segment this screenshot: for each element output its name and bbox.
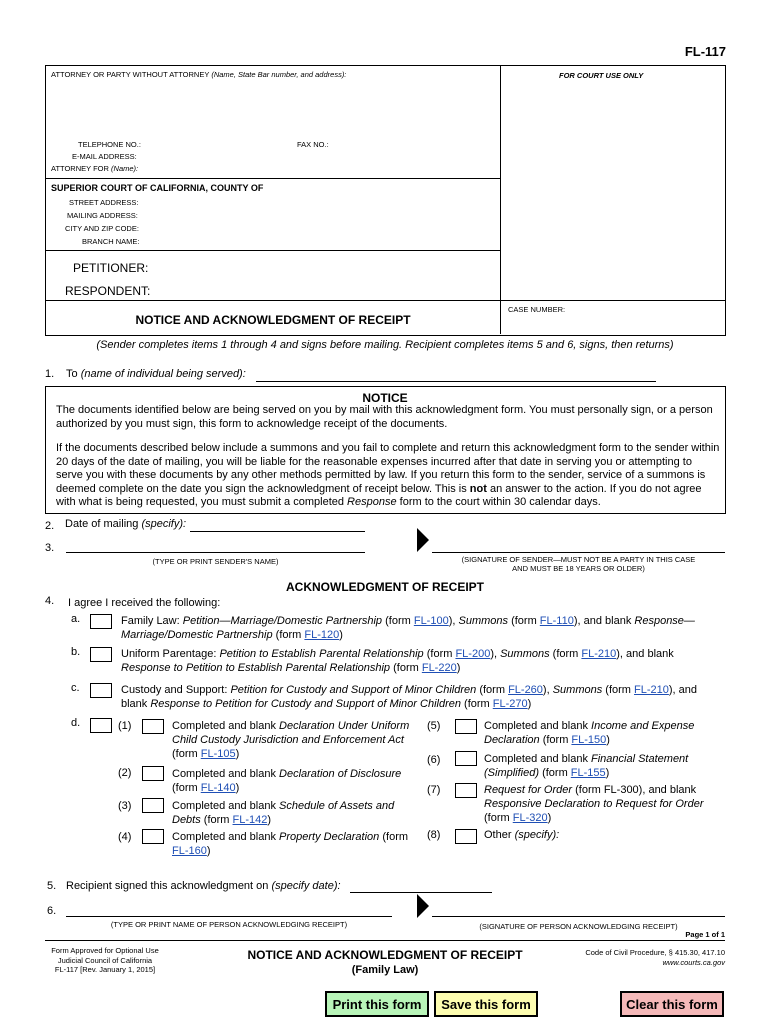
footer-approved: Form Approved for Optional Use Judicial Council of California FL-117 [Rev. January 1, 2015] [51, 946, 159, 974]
court-label: SUPERIOR COURT OF CALIFORNIA, COUNTY OF [51, 183, 264, 193]
item4b-text: Uniform Parentage: Petition to Establish Parental Relationship (form FL-200), Summons (form FL-210), and blank Response to Petition to Establish Parental Relationship (form FL-220) [121, 648, 674, 674]
link-fl160[interactable]: FL-160 [172, 845, 207, 857]
item4d2-number: (2) [118, 767, 132, 779]
item5-number: 5. [47, 880, 57, 892]
item4d1-checkbox[interactable] [142, 719, 164, 734]
caption-divider [500, 65, 501, 334]
item4d3-checkbox[interactable] [142, 798, 164, 813]
item4c-text: Custody and Support: Petition for Custody and Support of Minor Children (form FL-260), Summons (form FL-210), and blank Response to Petition for Custody and Support of Minor Children (form FL-270) [121, 684, 698, 710]
recipient-name-caption: (TYPE OR PRINT NAME OF PERSON ACKNOWLEDGING RECEIPT) [110, 920, 348, 929]
item4d2-checkbox[interactable] [142, 766, 164, 781]
item4a-text: Family Law: Petition—Marriage/Domestic Partnership (form FL-100), Summons (form FL-110), and blank Response— Marriage/Domestic Partnership (form FL-120) [121, 615, 695, 641]
item4d3-number: (3) [118, 800, 132, 812]
item4d7-number: (7) [427, 784, 441, 796]
notice-paragraph-2: If the documents described below include a summons and you fail to complete and return this acknowledgment form to the sender within 20 days of the date of mailing, you will be liable for the reasonable expenses incurred after that date in serving you or attempting to serve you with these documents by any other methods permitted by law. If you return this form to the sender, service of a summons is deemed complete on the date you sign the acknowledgment of receipt below. This is not an answer to the action. If you do not agree with what is being requested, you must submit a completed Response form to the court within 30 calendar days. [56, 442, 720, 508]
item2-label: Date of mailing (specify): [65, 518, 187, 530]
print-form-button[interactable]: Print this form [325, 991, 429, 1017]
item1-number: 1. [45, 368, 55, 380]
item1-name-input[interactable] [256, 381, 656, 382]
link-fl155[interactable]: FL-155 [570, 767, 606, 779]
item4d8-text: Other (specify): [484, 829, 560, 841]
item4d6-text: Completed and blank Financial Statement (Simplified) (form FL-155) [484, 753, 689, 779]
item1-label: To (name of individual being served): [66, 368, 246, 380]
item4a-checkbox[interactable] [90, 614, 112, 629]
petitioner-label: PETITIONER: [73, 261, 149, 275]
item6-number: 6. [47, 905, 57, 917]
recipient-signature-input[interactable] [432, 916, 725, 917]
sender-signature-caption: (SIGNATURE OF SENDER—MUST NOT BE A PARTY IN THIS CASE AND MUST BE 18 YEARS OR OLDER) [461, 555, 696, 573]
sender-name-input[interactable] [66, 552, 365, 553]
item4d8-number: (8) [427, 829, 441, 841]
fax-label: FAX NO.: [297, 140, 329, 149]
recipient-name-input[interactable] [66, 916, 392, 917]
city-label: CITY AND ZIP CODE: [65, 224, 139, 233]
link-fl220[interactable]: FL-220 [421, 662, 457, 674]
case-number-label: CASE NUMBER: [508, 305, 566, 314]
sender-signature-input[interactable] [432, 552, 725, 553]
item5-label: Recipient signed this acknowledgment on (specify date): [66, 880, 341, 892]
item4d4-checkbox[interactable] [142, 829, 164, 844]
recipient-signature-arrow [417, 894, 429, 918]
notice-paragraph-1: The documents identified below are being served on you by mail with this acknowledgment form. You must personally sign, or a person authorized by you must sign, this form to acknowledge receipt of the documents. [56, 404, 713, 430]
item4d6-checkbox[interactable] [455, 751, 477, 766]
sender-signature-arrow [417, 528, 429, 552]
link-fl210-c[interactable]: FL-210 [634, 684, 669, 696]
item4b-checkbox[interactable] [90, 647, 112, 662]
notice-heading: NOTICE [362, 391, 408, 405]
item4d7-checkbox[interactable] [455, 783, 477, 798]
item2-number: 2. [45, 520, 55, 532]
link-fl150[interactable]: FL-150 [571, 734, 607, 746]
link-fl110[interactable]: FL-110 [539, 615, 574, 627]
item5-date-input[interactable] [350, 892, 492, 893]
item4c-checkbox[interactable] [90, 683, 112, 698]
item4d5-checkbox[interactable] [455, 719, 477, 734]
item4-number: 4. [45, 595, 55, 607]
link-fl142[interactable]: FL-142 [232, 814, 268, 826]
item4d8-checkbox[interactable] [455, 829, 477, 844]
link-fl270[interactable]: FL-270 [492, 698, 528, 710]
clear-form-button[interactable]: Clear this form [620, 991, 724, 1017]
item4d-checkbox[interactable] [90, 718, 112, 733]
caption-line-2 [45, 250, 501, 251]
item4d1-text: Completed and blank Declaration Under Uniform Child Custody Jurisdiction and Enforcement Act (form FL-105) [172, 720, 410, 760]
link-fl140[interactable]: FL-140 [200, 782, 236, 794]
email-label: E-MAIL ADDRESS: [72, 152, 137, 161]
link-fl320[interactable]: FL-320 [512, 812, 548, 824]
page-number: Page 1 of 1 [685, 930, 725, 939]
footer-code: Code of Civil Procedure, § 415.30, 417.10 www.courts.ca.gov [585, 948, 725, 967]
item4d4-text: Completed and blank Property Declaration (form FL-160) [172, 831, 409, 857]
link-fl105[interactable]: FL-105 [200, 748, 236, 760]
item4d5-text: Completed and blank Income and Expense Declaration (form FL-150) [484, 720, 695, 746]
item4d3-text: Completed and blank Schedule of Assets and Debts (form FL-142) [172, 800, 395, 826]
item4d5-number: (5) [427, 720, 441, 732]
recipient-signature-caption: (SIGNATURE OF PERSON ACKNOWLEDGING RECEIPT) [479, 922, 678, 931]
mailing-label: MAILING ADDRESS: [67, 211, 138, 220]
item4d1-number: (1) [118, 720, 132, 732]
item4d6-number: (6) [427, 754, 441, 766]
link-fl100[interactable]: FL-100 [413, 615, 449, 627]
save-form-button[interactable]: Save this form [434, 991, 538, 1017]
link-fl200[interactable]: FL-200 [455, 648, 491, 660]
respondent-label: RESPONDENT: [65, 284, 151, 298]
caption-line-1 [45, 178, 501, 179]
item4c-letter: c. [71, 682, 80, 694]
instructions: (Sender completes items 1 through 4 and signs before mailing. Recipient completes items 5 and 6, signs, then returns) [96, 339, 674, 351]
caption-line-3 [45, 300, 725, 301]
attorney-for-label: ATTORNEY FOR (Name): [51, 164, 139, 173]
item4-label: I agree I received the following: [68, 597, 221, 609]
item4d7-text: Request for Order (form FL-300), and blank Responsive Declaration to Request for Order (form FL-320) [484, 784, 704, 824]
footer-rule [45, 940, 725, 941]
item2-date-input[interactable] [190, 531, 365, 532]
ack-heading: ACKNOWLEDGMENT OF RECEIPT [286, 580, 484, 594]
court-use-label: FOR COURT USE ONLY [559, 71, 644, 80]
street-label: STREET ADDRESS: [69, 198, 139, 207]
footer-title: NOTICE AND ACKNOWLEDGMENT OF RECEIPT [247, 948, 523, 962]
link-fl260[interactable]: FL-260 [508, 684, 543, 696]
attorney-label: ATTORNEY OR PARTY WITHOUT ATTORNEY (Name, State Bar number, and address): [51, 70, 347, 79]
branch-label: BRANCH NAME: [82, 237, 140, 246]
link-fl210[interactable]: FL-210 [581, 648, 617, 660]
caption-title: NOTICE AND ACKNOWLEDGMENT OF RECEIPT [135, 313, 411, 327]
item4d-letter: d. [71, 717, 81, 729]
form-id: FL-117 [684, 44, 726, 59]
telephone-label: TELEPHONE NO.: [78, 140, 141, 149]
item3-number: 3. [45, 542, 55, 554]
item4d4-number: (4) [118, 831, 132, 843]
sender-name-caption: (TYPE OR PRINT SENDER'S NAME) [152, 557, 279, 566]
item4d2-text: Completed and blank Declaration of Disclosure (form FL-140) [172, 768, 402, 794]
link-fl120[interactable]: FL-120 [304, 629, 340, 641]
item4b-letter: b. [71, 646, 81, 658]
footer-subtitle: (Family Law) [351, 964, 419, 976]
item4a-letter: a. [71, 613, 81, 625]
